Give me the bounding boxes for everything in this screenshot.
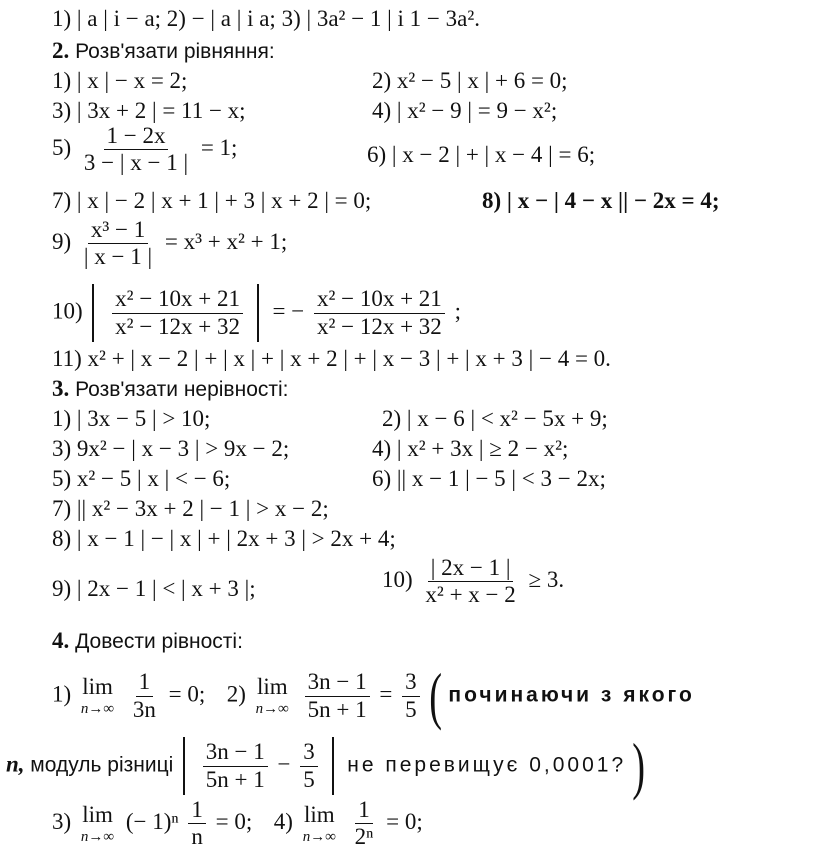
limit-3-denominator: n (191, 824, 203, 850)
equation-10-numerator-left: x² − 10x + 21 (112, 287, 243, 313)
inequality-5: 5) x² − 5 | x | < − 6; (52, 466, 231, 491)
equation-9-fraction (81, 218, 155, 269)
inequality-10-label: 10) (382, 566, 413, 592)
section-3-number: 3. (52, 376, 70, 401)
equation-7: 7) | x | − 2 | x + 1 | + 3 | x + 2 | = 0; (52, 188, 372, 213)
limit-2-question-start: починаючи з якого (448, 683, 695, 707)
limit-row-2 (6, 730, 645, 801)
difference-denominator-1: 5n + 1 (205, 766, 265, 792)
inequality-10-rhs: ≥ 3. (528, 566, 565, 592)
limit-1-numerator: 1 (136, 670, 154, 696)
equation-1: 1) | x | − x = 2; (52, 68, 188, 93)
equation-9-rhs: = x³ + x² + 1; (164, 228, 288, 254)
difference-fraction-1 (203, 740, 268, 791)
section-3-title: Розв'язати нерівності: (75, 378, 289, 401)
limit-1-rhs: = 0; (168, 681, 206, 707)
equation-8: 8) | x − | 4 − x || − 2x = 4; (482, 188, 720, 213)
limit-3-fraction (188, 798, 206, 849)
limit-3-label: 3) (52, 808, 72, 834)
abs-bar-left-2 (183, 737, 189, 795)
limit-3-numerator: 1 (188, 798, 206, 824)
limit-2-subscript: n→∞ (255, 701, 289, 717)
equation-10-label: 10) (52, 298, 83, 324)
limit-2-difference-text: модуль різниці (30, 753, 174, 777)
limit-4-label: 4) (273, 808, 293, 834)
limit-4-numerator: 1 (355, 798, 373, 824)
difference-minus: − (277, 751, 291, 777)
limit-2-denominator: 5n + 1 (307, 696, 367, 722)
abs-bar-right-2 (332, 737, 338, 795)
difference-numerator-1: 3n − 1 (203, 740, 268, 766)
equation-5-denominator: 3 − | x − 1 | (83, 150, 189, 176)
abs-bar-left (92, 284, 98, 342)
limit-2-word: lim (256, 674, 288, 699)
limit-row-1 (52, 660, 695, 731)
inequality-6: 6) || x − 1 | − 5 | < 3 − 2x; (372, 466, 606, 491)
inequality-10 (382, 556, 564, 607)
abs-bar-right (257, 284, 263, 342)
limit-4-rhs: = 0; (386, 808, 423, 834)
equation-9-denominator: | x − 1 | (83, 244, 153, 270)
inequality-4: 4) | x² + 3x | ≥ 2 − x²; (372, 436, 569, 461)
abs-value-examples: 1) | a | і − a; 2) − | a | і a; 3) | 3a² − 1 | і 1 − 3a². (52, 6, 480, 31)
limit-3-operator (81, 803, 114, 845)
limit-2-question-end: не перевищує 0,0001? (347, 753, 627, 777)
equation-4: 4) | x² − 9 | = 9 − x²; (372, 98, 558, 123)
limit-3-word: lim (82, 801, 113, 827)
limit-2-result-denominator: 5 (405, 696, 417, 722)
equation-row-6 (52, 284, 461, 342)
limit-4-subscript: n→∞ (302, 828, 336, 845)
equation-5-label: 5) (52, 134, 72, 160)
limit-2-n: n, (6, 751, 25, 777)
equation-2: 2) x² − 5 | x | + 6 = 0; (372, 68, 568, 93)
equation-10-numerator-right: x² − 10x + 21 (314, 287, 445, 313)
limit-2-numerator: 3n − 1 (305, 670, 370, 696)
limit-4-denominator: 2ⁿ (354, 824, 374, 850)
limit-3-subscript: n→∞ (80, 828, 115, 845)
inequality-2: 2) | x − 6 | < x² − 5x + 9; (382, 406, 608, 431)
limit-2-label: 2) (226, 681, 246, 707)
limit-1-operator (81, 675, 114, 717)
section-4-number: 4. (52, 628, 70, 653)
section-2-number: 2. (52, 38, 70, 63)
equation-6: 6) | x − 2 | + | x − 4 | = 6; (367, 142, 596, 167)
limit-3-expression: (− 1)ⁿ (125, 808, 179, 834)
equation-10-denominator-left: x² − 12x + 32 (115, 313, 241, 339)
difference-denominator-2: 5 (303, 766, 315, 792)
section-4-heading (52, 628, 243, 654)
inequality-7: 7) || x² − 3x + 2 | − 1 | > x − 2; (52, 496, 329, 521)
equation-9-numerator: x³ − 1 (88, 218, 148, 244)
limit-1-word: lim (82, 674, 113, 699)
inequality-10-denominator: x² + x − 2 (425, 582, 516, 608)
limit-4-operator (303, 803, 336, 845)
equation-10-fraction-left (112, 287, 243, 338)
inequality-3: 3) 9x² − | x − 3 | > 9x − 2; (52, 436, 290, 461)
equation-10-end: ; (454, 298, 461, 324)
equation-row-5 (52, 218, 287, 269)
inequality-8: 8) | x − 1 | − | x | + | 2x + 3 | > 2x + 4; (52, 526, 396, 551)
equation-5-fraction (81, 124, 191, 175)
close-paren: ) (632, 730, 645, 801)
equation-11: 11) x² + | x − 2 | + | x | + | x + 2 | + | x − 3 | + | x + 3 | − 4 = 0. (52, 346, 611, 371)
equation-10-denominator-right: x² − 12x + 32 (316, 313, 442, 339)
limit-1-subscript: n→∞ (80, 701, 115, 717)
open-paren: ( (429, 660, 443, 731)
limit-row-3 (52, 798, 423, 849)
inequality-1: 1) | 3x − 5 | > 10; (52, 406, 211, 431)
section-2-title: Розв'язати рівняння: (75, 40, 275, 63)
limit-4-word: lim (303, 801, 335, 827)
inequality-10-numerator: | 2x − 1 | (428, 556, 514, 582)
limit-1-fraction (130, 670, 159, 721)
limit-3-rhs: = 0; (215, 808, 253, 834)
section-4-title: Довести рівності: (75, 630, 243, 653)
equation-3: 3) | 3x + 2 | = 11 − x; (52, 98, 246, 123)
difference-fraction-2 (300, 740, 318, 791)
limit-1-denominator: 3n (132, 696, 156, 722)
limit-2-operator (256, 675, 289, 717)
limit-2-result-numerator: 3 (402, 670, 420, 696)
equation-10-equals: = − (272, 298, 305, 324)
limit-2-result-fraction (402, 670, 420, 721)
section-3-heading (52, 376, 289, 402)
section-2-heading (52, 38, 275, 64)
inequality-9: 9) | 2x − 1 | < | x + 3 |; (52, 576, 256, 601)
limit-2-fraction (305, 670, 370, 721)
equation-10-fraction-right (314, 287, 445, 338)
equation-5 (52, 124, 237, 175)
limit-4-fraction (352, 798, 377, 849)
limit-2-equals: = (379, 681, 393, 707)
equation-5-numerator: 1 − 2x (104, 124, 169, 150)
equation-9-label: 9) (52, 228, 72, 254)
difference-numerator-2: 3 (300, 740, 318, 766)
limit-1-label: 1) (52, 681, 72, 707)
equation-5-rhs: = 1; (200, 134, 238, 160)
inequality-10-fraction (422, 556, 518, 607)
